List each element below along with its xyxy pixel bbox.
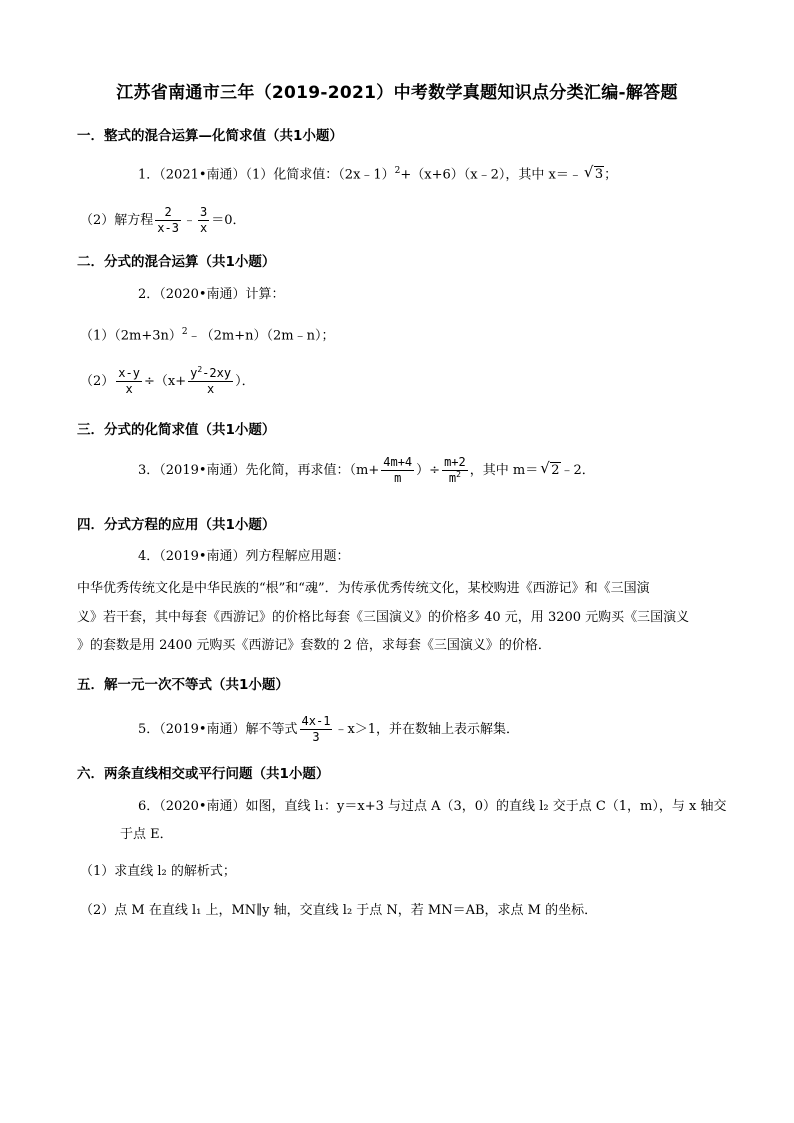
fraction: $\frac{x-y}{x}$ — [118, 366, 140, 396]
section-heading-2: 二．分式的混合运算（共1小题） — [77, 254, 276, 270]
sqrt-expression: √ 3 — [583, 163, 604, 183]
question-6-line-2: 于点 E． — [120, 827, 173, 842]
fraction: $\frac{2}{x-3}$ — [157, 205, 179, 235]
question-3: 3．（2019•南通）先化简，再求值：（m+ $\frac{4m+4}{m}$ ）÷ $\frac{m+2}{m^2}$ ，其中 m＝ √ 2﹣2． — [138, 455, 595, 485]
fraction: $\frac{4x-1}{3}$ — [301, 714, 331, 744]
question-4-text-line-3: 》的套数是用 2400 元购买《西游记》套数的 2 倍，求每套《三国演义》的价格． — [77, 638, 551, 653]
section-heading-5: 五．解一元一次不等式（共1小题） — [77, 677, 289, 693]
section-heading-3: 三．分式的化简求值（共1小题） — [77, 422, 276, 438]
question-2-part-1: $(1)(2m+3n)^2﹣(2m+n)(2m﹣n)$； — [80, 327, 335, 344]
question-1-part-2: （2）解方程 $\frac{2}{x-3}$ ﹣ $\frac{3}{x}$ ＝0． — [80, 205, 246, 235]
fraction: $\frac{y^2-2xy}{x}$ — [190, 365, 232, 396]
question-5: 5．（2019•南通）解不等式 $\frac{4x-1}{3}$ ﹣x＞1，并在数轴上表示解集． — [138, 714, 520, 744]
question-4-text-line-1: 中华优秀传统文化是中华民族的“根”和“魂”．为传承优秀传统文化，某校购进《西游记》和《三国演 — [77, 581, 650, 596]
question-2-part-2: （2） $\frac{x-y}{x}$ ÷（x+ $\frac{y^2-2xy}{x}$ ）． — [80, 365, 255, 396]
section-heading-4: 四．分式方程的应用（共1小题） — [77, 517, 276, 533]
section-heading-6: 六．两条直线相交或平行问题（共1小题） — [77, 766, 330, 782]
section-heading-1: 一．整式的混合运算—化简求值（共1小题） — [77, 128, 343, 144]
question-2-intro: 2．（2020•南通）计算： — [138, 287, 285, 302]
question-6-part-1: （1）求直线 l₂ 的解析式； — [80, 864, 236, 879]
question-6-part-2: （2）点 M 在直线 l₁ 上，MN∥y 轴，交直线 l₂ 于点 N，若 MN＝AB，求点 M 的坐标． — [80, 903, 598, 918]
fraction: $\frac{4m+4}{m}$ — [383, 455, 413, 485]
question-6-line-1: 6．（2020•南通）如图，直线 l₁：y＝x+3 与过点 A（3，0）的直线 l₂ 交于点 C（1，m），与 x 轴交 — [138, 799, 727, 814]
fraction: $\frac{m+2}{m^2}$ — [444, 455, 466, 485]
page-title: 江苏省南通市三年（2019-2021）中考数学真题知识点分类汇编-解答题 — [116, 83, 678, 103]
question-4-intro: 4．（2019•南通）列方程解应用题： — [138, 549, 350, 564]
question-4-text-line-2: 义》若干套，其中每套《西游记》的价格比每套《三国演义》的价格多 40 元，用 3200 元购买《三国演义 — [77, 610, 690, 625]
question-1-part-1: 1．（2021•南通）（1）化简求值：（2x﹣1）$^2$+（x+6）（x﹣2），其中 x＝﹣ √ 3； — [138, 163, 618, 183]
fraction: $\frac{3}{x}$ — [199, 205, 208, 235]
sqrt-expression: √ 2 — [540, 459, 560, 478]
